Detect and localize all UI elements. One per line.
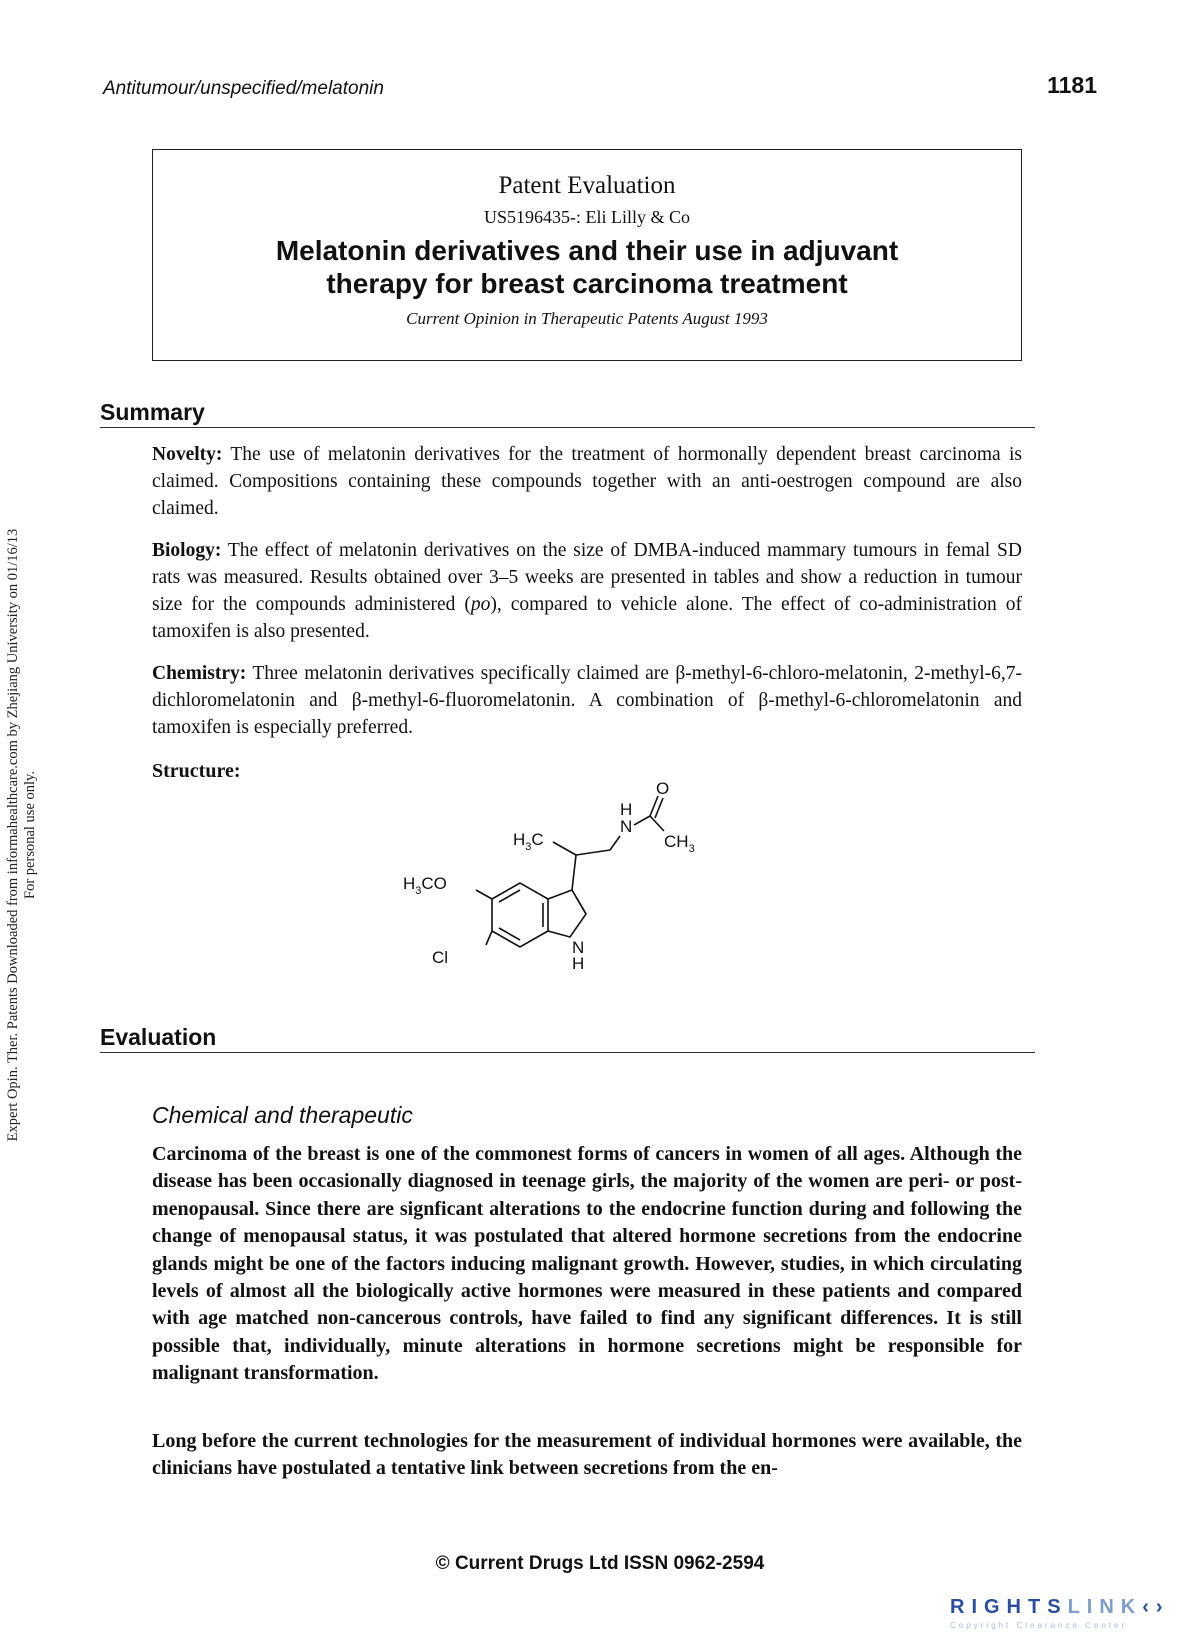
beta-methyl-c: C: [531, 830, 544, 849]
methoxy-bond: [476, 890, 492, 899]
download-note: [5, 485, 39, 1185]
download-note-line-1: Expert Opin. Ther. Patents Downloaded from informahealthcare.com by Zhejiang University on 01/16/13: [5, 528, 21, 1142]
patent-id: US5196435-: Eli Lilly & Co: [483, 207, 690, 227]
novelty-text: The use of melatonin derivatives for the treatment of hormonally dependent breast carcinoma is claimed. Compositions containing these compounds together with an anti-oestrogen compound are also claimed.: [152, 444, 1022, 519]
acetyl-methyl-ch: CH: [664, 832, 689, 851]
side-chain-bond: [572, 855, 576, 890]
acetyl-methyl-bond: [650, 816, 664, 831]
rightslink-arrows-icon: ‹›: [1142, 1596, 1170, 1618]
evaluation-paragraph-2: Long before the current technologies for the measurement of individual hormones were available, the clinicians have postulated a tentative link between secretions from the en-: [152, 1430, 1022, 1480]
running-head: Antitumour/unspecified/melatonin: [103, 78, 384, 99]
rightslink-tagline: Copyright Clearance Center: [950, 1621, 1128, 1630]
download-note-line-2: For personal use only.: [22, 771, 38, 899]
beta-methyl-subscript: 3: [525, 841, 532, 853]
rightslink-light: LINK: [1067, 1596, 1143, 1618]
evaluation-rule: [100, 1052, 1035, 1053]
biology-po: po: [470, 594, 491, 615]
footer-copyright: © Current Drugs Ltd ISSN 0962-2594: [435, 1553, 765, 1574]
biology-text-2: ), compared to vehicle alone. The effect of co-administration of tamoxifen is also presented.: [152, 594, 1023, 642]
rightslink-wordmark: [950, 1596, 1170, 1619]
chemistry-paragraph: [152, 660, 1022, 741]
benzene-ring: [492, 883, 548, 947]
journal-line: Current Opinion in Therapeutic Patents August 1993: [406, 309, 768, 328]
amide-bond: [634, 816, 650, 825]
chemical-structure: [403, 779, 740, 985]
article-title-line-1: Melatonin derivatives and their use in adjuvant: [275, 235, 899, 266]
article-title-line-2: therapy for breast carcinoma treatment: [326, 268, 848, 299]
side-chain-bond: [610, 836, 620, 850]
summary-heading: Summary: [100, 399, 205, 425]
evaluation-paragraph-1: Carcinoma of the breast is one of the commonest forms of cancers in women of all ages. Although the disease has been occasionally diagnosed in teenage girls, the majority of the women are peri- or post-menopausal. Since there are signficant alterations to the endocrine function during and following the change of menopausal status, it was postulated that altered hormone secretions from the endocrine glands might be one of the factors inducing malignant growth. However, studies, in which circulating levels of almost all the biologically active hormones were measured in these patients and compared with age matched non-cancerous controls, have failed to find any significant differences. It is still possible that, individually, minute alterations in hormone secretions might be responsible for malignant transformation.: [152, 1143, 1022, 1385]
side-chain-bond: [576, 850, 610, 855]
summary-rule: [100, 427, 1035, 428]
benzene-double-bond: [499, 890, 520, 902]
evaluation-heading: Evaluation: [100, 1024, 217, 1050]
page-number: 1181: [1047, 72, 1097, 98]
article-title: [153, 234, 1021, 300]
pyrrole-double-bond: [576, 897, 586, 914]
novelty-label: Novelty:: [152, 444, 223, 465]
acetyl-methyl: [664, 832, 695, 855]
chloro-bond: [486, 931, 492, 945]
biology-label: Biology:: [152, 540, 222, 561]
structure-label: Structure:: [152, 760, 241, 782]
box-label: Patent Evaluation: [498, 172, 676, 199]
title-box: [152, 149, 1022, 361]
rightslink-dark: RIGHTS: [950, 1596, 1068, 1618]
indole-nitrogen: N: [572, 938, 585, 957]
methoxy-group: [403, 874, 447, 897]
methyl-bond: [553, 842, 576, 855]
subsection-title: Chemical and therapeutic: [152, 1102, 413, 1128]
methoxy-co: CO: [421, 874, 447, 893]
beta-methyl: [513, 830, 544, 853]
rightslink-logo[interactable]: [950, 1596, 1170, 1638]
methoxy-h: H: [403, 874, 416, 893]
amide-nitrogen: N: [620, 817, 633, 836]
beta-methyl-h: H: [513, 830, 526, 849]
novelty-paragraph: [152, 441, 1022, 522]
amide-hydrogen: H: [620, 800, 633, 819]
chemistry-text: Three melatonin derivatives specifically claimed are β-methyl-6-chloro-melatonin, 2-methyl-6,7-dichloromelatonin and β-methyl-6-fluoromelatonin. A combination of β-methyl-6-chloromelatonin and tamoxifen is especially preferred.: [152, 663, 1022, 738]
benzene-double-bond: [499, 928, 520, 940]
structure-bonds: [476, 796, 664, 947]
chemistry-label: Chemistry:: [152, 663, 247, 684]
oxygen-atom: O: [656, 779, 670, 798]
methoxy-subscript: 3: [415, 885, 422, 897]
indole-hydrogen: H: [572, 954, 585, 973]
chlorine-atom: Cl: [432, 948, 449, 967]
pyrrole-ring: [548, 890, 586, 937]
biology-paragraph: [152, 537, 1022, 645]
biology-text-1: The effect of melatonin derivatives on the size of DMBA-induced mammary tumours in femal SD rats was measured. Results obtained over 3–5 weeks are presented in tables and show a reduction in tumour size for the compounds administered (: [152, 540, 1022, 615]
acetyl-methyl-subscript: 3: [688, 843, 695, 855]
